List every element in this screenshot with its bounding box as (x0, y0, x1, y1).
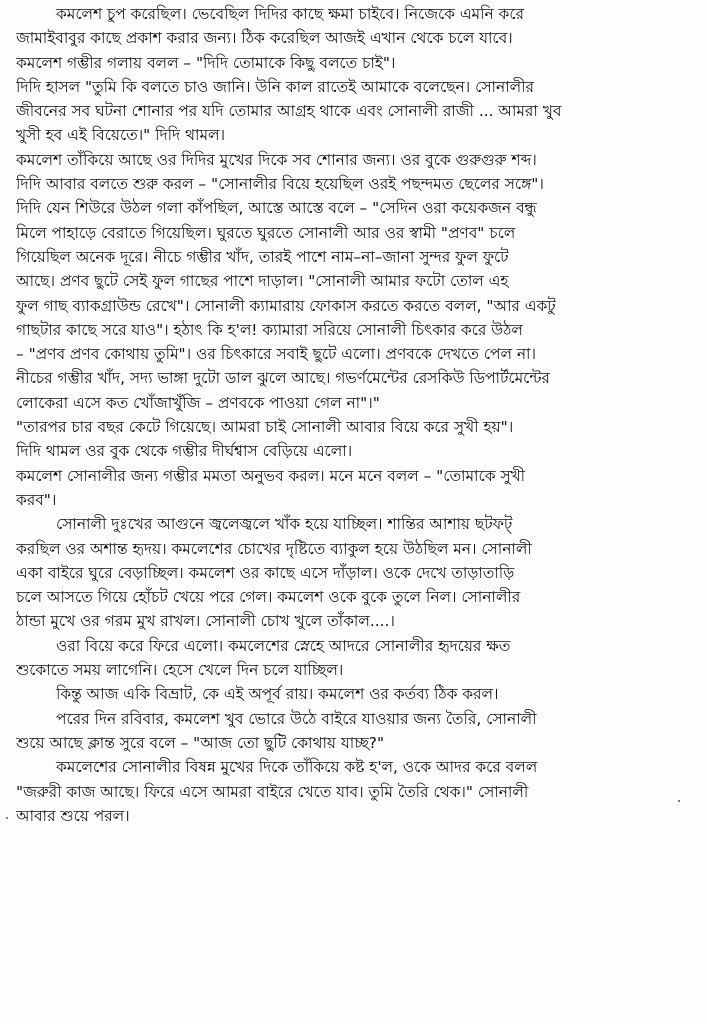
text-line: খুসী হব এই বিয়েতে।" দিদি থামল। (16, 126, 225, 145)
text-line: পরের দিন রবিবার, কমলেশ খুব ভোরে উঠে বাইরে যাওয়ার জন্য তৈরি, সোনালী (56, 709, 537, 728)
text-line: কমলেশের সোনালীর বিষন্ন মুখের দিকে তাঁকিয়ে কষ্ট হ'ল, ওকে আদর করে বলল (56, 758, 538, 777)
text-line: দিদি থামল ওর বুক থেকে গম্ভীর দীর্ঘশ্বাস বেড়িয়ে এলো। (16, 442, 353, 461)
text-line: কমলেশ তাঁকিয়ে আছে ওর দিদির মুখের দিকে সব শোনার জন্য। ওর বুকে গুরুগুরু শব্দ। (16, 150, 537, 169)
text-line: জীবনের সব ঘটনা শোনার পর যদি তোমার আগ্রহ থাকে এবং সোনালী রাজী ... আমরা খুব (16, 102, 562, 121)
scan-speck (678, 800, 680, 802)
text-line: দিদি যেন শিউরে উঠল গলা কাঁপছিল, আস্তে আস্তে বলে – "সেদিন ওরা কয়েকজন বন্ধু (16, 199, 537, 218)
text-line: একা বাইরে ঘুরে বেড়াচ্ছিল। কমলেশ ওর কাছে এসে দাঁড়াল। ওকে দেখে তাড়াতাড়ি (16, 563, 515, 582)
text-line: গিয়েছিল অনেক দূরে। নীচে গম্ভীর খাঁদ, তারই পাশে নাম–না–জানা সুন্দর ফুল ফুটে (16, 247, 509, 266)
text-line: কমলেশ চুপ করেছিল। ভেবেছিল দিদির কাছে ক্ষমা চাইবে। নিজেকে এমনি করে (56, 5, 524, 23)
text-line: করছিল ওর অশান্ত হৃদয়। কমলেশের চোখের দৃষ্টিতে ব্যাকুল হয়ে উঠছিল মন। সোনালী (16, 539, 532, 558)
text-line: শুয়ে আছে ক্লান্ত সুরে বলে – "আজ তো ছুটি কোথায় যাচ্ছ?" (16, 733, 385, 752)
text-line: চলে আসতে গিয়ে হোঁচট খেয়ে পরে গেল। কমলেশ ওকে বুকে তুলে নিল। সোনালীর (16, 588, 521, 607)
text-line: জামাইবাবুর কাছে প্রকাশ করার জন্য। ঠিক করেছিল আজই এখান থেকে চলে যাবে। (16, 29, 513, 48)
text-line: আছে। প্রণব ছুটে সেই ফুল গাছের পাশে দাড়াল। "সোনালী আমার ফটো তোল এহ (16, 272, 509, 291)
text-line: কমলেশ সোনালীর জন্য গম্ভীর মমতা অনুভব করল। মনে মনে বলল – "তোমাকে সুখী (16, 466, 526, 485)
scan-speck (6, 817, 8, 819)
text-line: লোকেরা এসে কত খোঁজাখুঁজি – প্রণবকে পাওয়া গেল না"।" (16, 393, 380, 412)
text-line: করব"। (16, 490, 57, 509)
text-line: দিদি হাসল "তুমি কি বলতে চাও জানি। উনি কাল রাতেই আমাকে বলেছেন। সোনালীর (16, 77, 534, 96)
text-line: সোনালী দুঃখের আগুনে জ্বলেজ্বলে খাঁক হয়ে যাচ্ছিল। শান্তির আশায় ছটফট্ (56, 515, 513, 534)
text-line: "তারপর চার বছর কেটে গিয়েছে। আমরা চাই সোনালী আবার বিয়ে করে সুখী হয়"। (16, 418, 514, 437)
text-line: কমলেশ গম্ভীর গলায় বলল – "দিদি তোমাকে কিছু বলতে চাই"। (16, 53, 396, 72)
text-line: – "প্রণব প্রণব কোথায় তুমি"। ওর চিৎকারে সবাই ছুটে এলো। প্রণবকে দেখতে পেল না। (16, 345, 536, 364)
text-line: নীচের গম্ভীর খাঁদ, সদ্য ভাঙ্গা দুটো ডাল ঝুলে আছে। গভর্ণমেন্টের রেসকিউ ডিপার্টমেন্টের (16, 369, 550, 388)
text-line: কিন্তু আজ একি বিভ্রাট, কে এই অপূর্ব রায়। কমলেশ ওর কর্তব্য ঠিক করল। (56, 685, 499, 704)
text-line: আবার শুয়ে পরল। (16, 806, 130, 825)
text-line: ফুল গাছ ব্যাকগ্রাউন্ড রেখে"। সোনালী ক্যামারায় ফোকাস করতে করতে বলল, "আর একটু (16, 296, 556, 315)
text-line: ওরা বিয়ে করে ফিরে এলো। কমলেশের স্নেহে আদরে সোনালীর হৃদয়ের ক্ষত (56, 636, 511, 655)
story-text (16, 2, 695, 828)
text-line: ঠান্ডা মুখে ওর গরম মুখ রাখল। সোনালী চোখ খুলে তাঁকাল....। (16, 612, 395, 631)
text-line: "জরুরী কাজ আছে। ফিরে এসে আমরা বাইরে খেতে যাব। তুমি তৈরি থেক।" সোনালী (16, 782, 529, 801)
text-line: গাছটার কাছে সরে যাও"। হঠাৎ কি হ'ল! ক্যামারা সরিয়ে সোনালী চিৎকার করে উঠল (16, 320, 523, 339)
text-line: মিলে পাহাড়ে বেরাতে গিয়েছিল। ঘুরতে ঘুরতে সোনালী আর ওর স্বামী "প্রণব" চলে (16, 223, 516, 242)
text-line: শুকোতে সময় লাগেনি। হেসে খেলে দিন চলে যাচ্ছিল। (16, 661, 344, 680)
text-line: দিদি আবার বলতে শুরু করল – "সোনালীর বিয়ে হয়েছিল ওরই পছন্দমত ছেলের সঙ্গে"। (16, 175, 544, 194)
